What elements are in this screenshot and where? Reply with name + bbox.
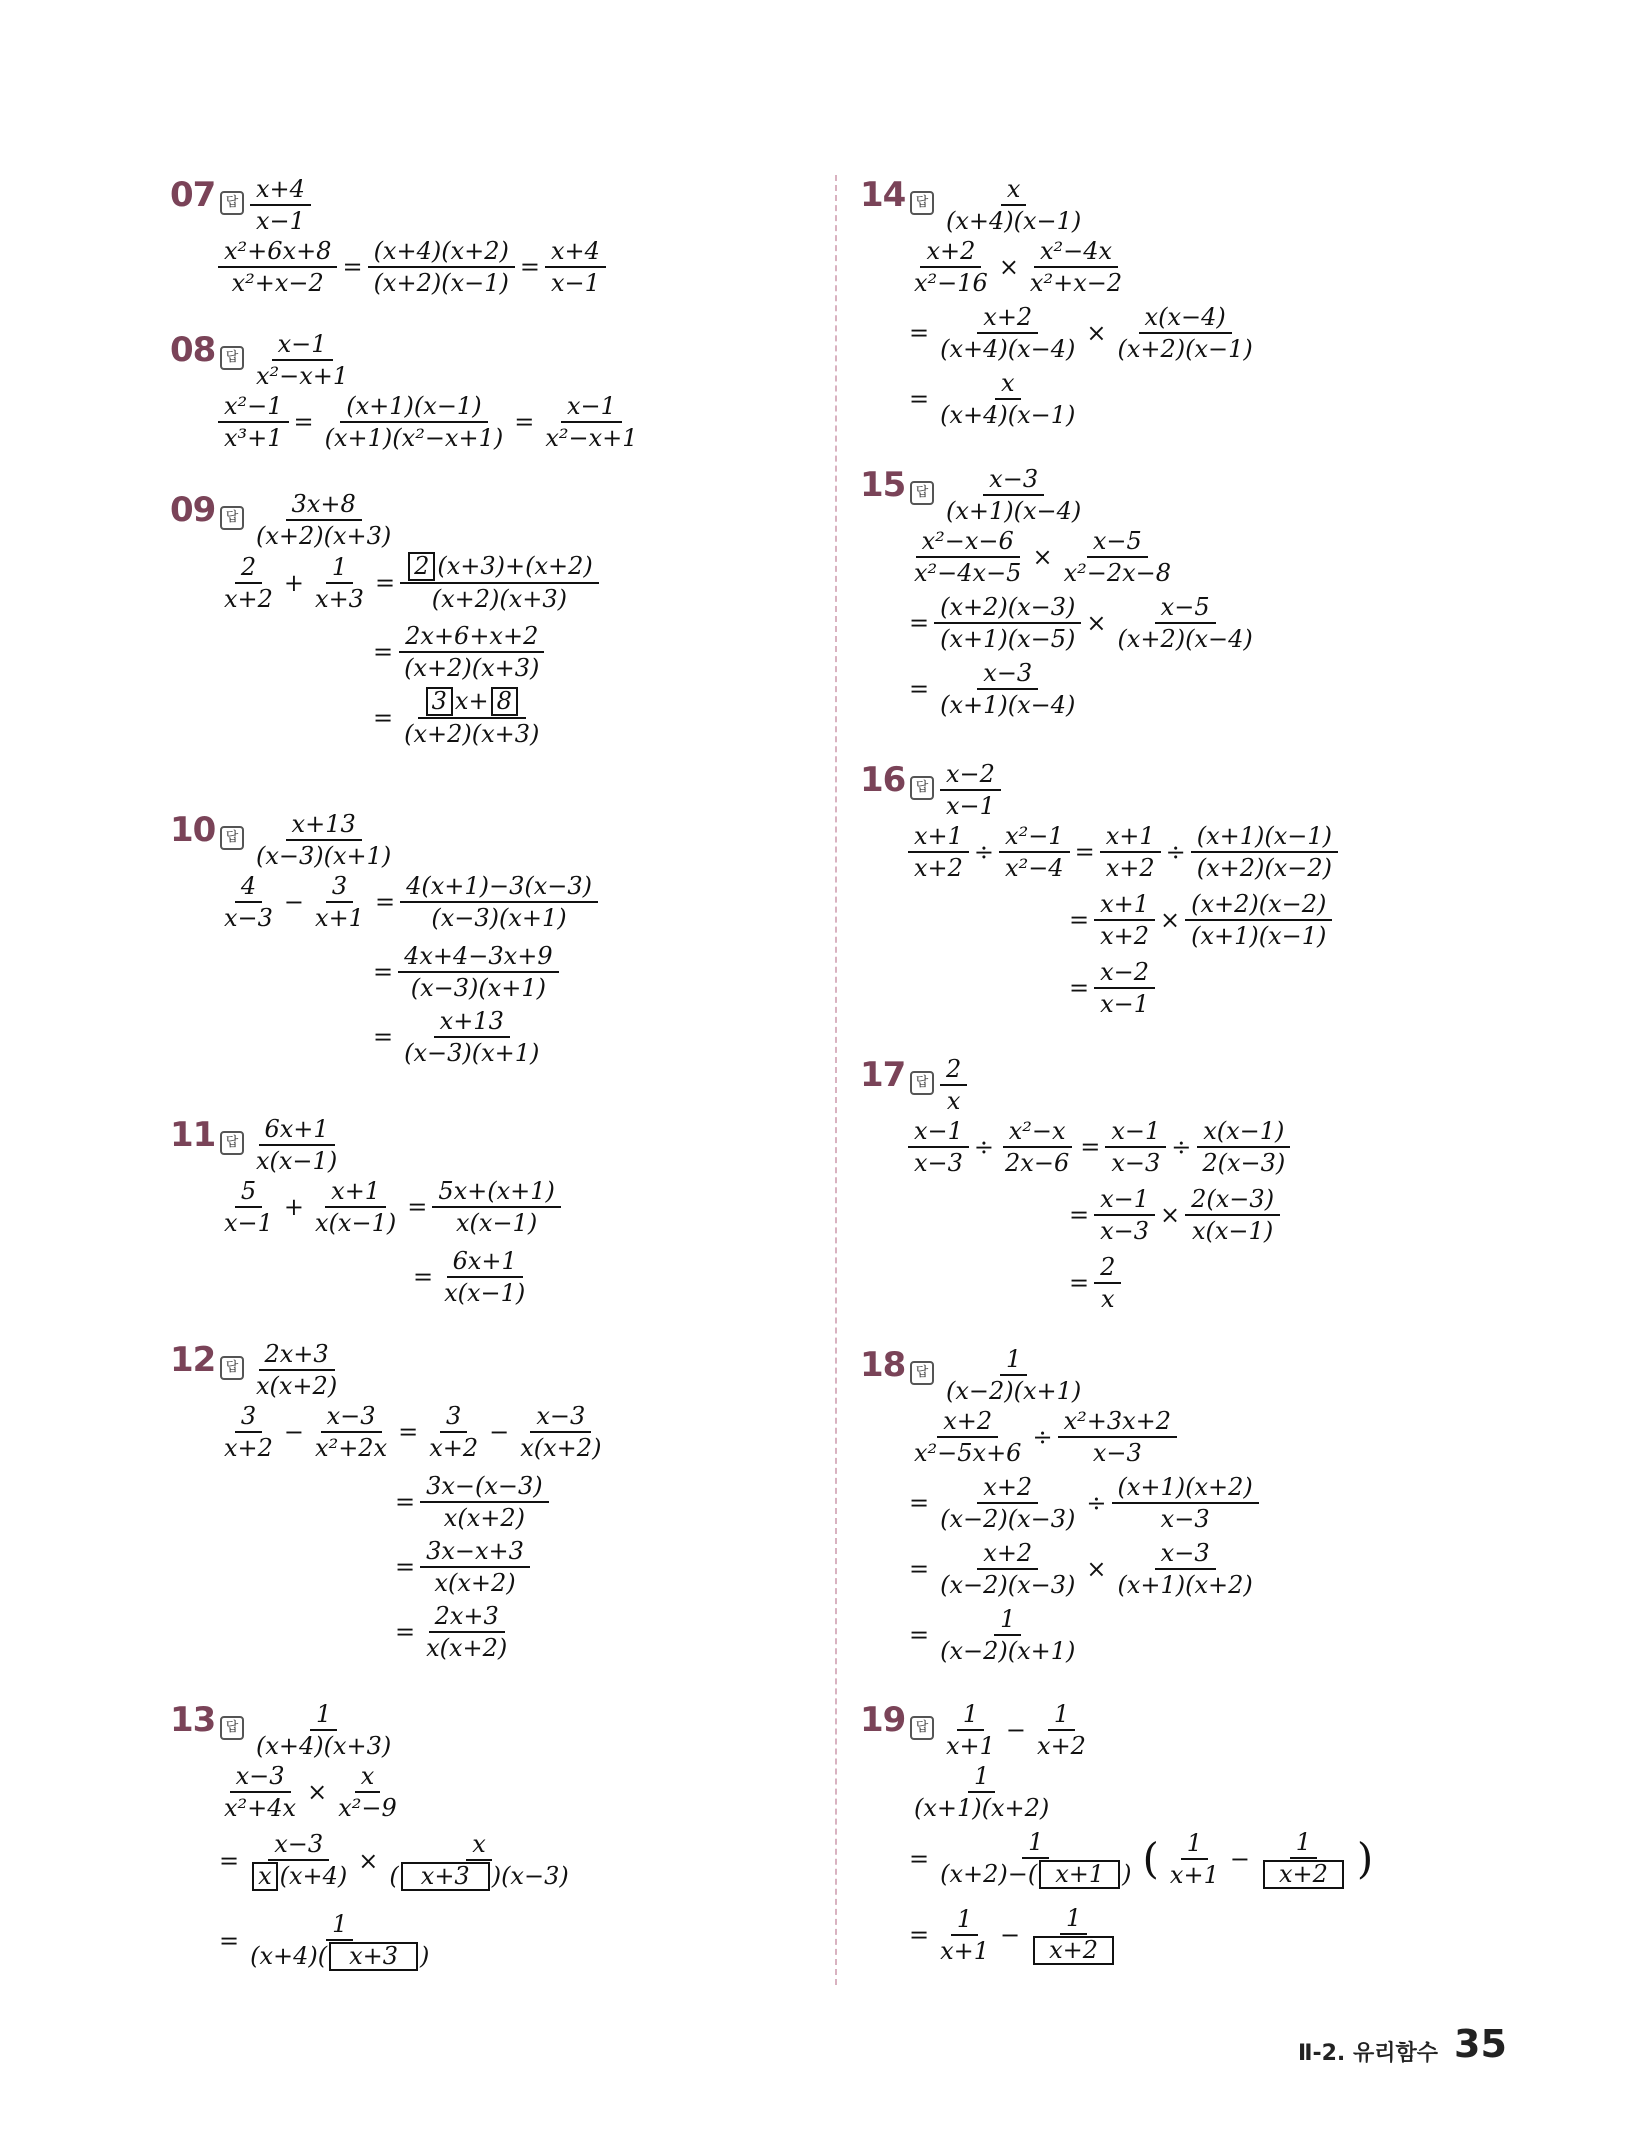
solution-line: $\frac{\text{x²−x−6}}{\text{x²−4x−5}}$ × $\frac{x-5}{\text{x²−2x−8}}$ xyxy=(914,527,1172,587)
problem-number: 15 xyxy=(860,465,906,505)
problem-number: 10 xyxy=(170,810,216,850)
answer-icon: 답 xyxy=(910,1361,934,1385)
solution-line: = $\frac{x-1}{x-3}$ × $\frac{2(x-3)}{x(x-1)}$ xyxy=(1066,1185,1282,1245)
column-divider xyxy=(835,175,837,1985)
solution-line: $\frac{2}{x+2}$ + $\frac{1}{x+3}$ = $\frac{2 (x+3)+(x+2)}{(x+2)(x+3)}$ xyxy=(216,552,601,613)
answer-icon: 답 xyxy=(220,1131,244,1155)
solution-line: = $\frac{x+2}{(x+4)(x-4)}$ × $\frac{x(x-4)}{(x+2)(x-1)}$ xyxy=(909,303,1253,363)
answer-icon: 답 xyxy=(220,826,244,850)
solution-line: $\frac{x-1}{x-3}$ ÷ $\frac{\text{x²−x}}{2x-6}$ = $\frac{x-1}{x-3}$ ÷ $\frac{x(x-1)}{2(x-3)}$ xyxy=(906,1117,1293,1177)
solution-line: = $\frac{2x+6+x+2}{(x+2)(x+3)}$ xyxy=(370,622,547,682)
section-label: Ⅱ-2. 유리함수 xyxy=(1298,2041,1438,2066)
page-number: 35 xyxy=(1454,2022,1507,2066)
answer: $\frac{6x+1}{x(x-1)}$ xyxy=(256,1115,338,1175)
problem-number: 11 xyxy=(170,1115,216,1155)
solution-line: = $\frac{x-3}{x (x+4)}$ × $\frac{x}{( x+3 )(x-3)}$ xyxy=(219,1830,569,1890)
problem-number: 19 xyxy=(860,1700,906,1740)
answer: $\frac{1}{x+1}$ − $\frac{1}{x+2}$ xyxy=(946,1700,1086,1760)
answer: $\frac{1}{(x+4)(x+3)}$ xyxy=(256,1700,392,1760)
answer-icon: 답 xyxy=(220,191,244,215)
blank-box: 8 xyxy=(491,687,518,716)
answer-icon: 답 xyxy=(910,1716,934,1740)
answer: $\frac{2}{x}$ xyxy=(938,1055,969,1115)
solution-line: = $\frac{x+13}{(x-3)(x+1)}$ xyxy=(373,1007,540,1067)
solution-line: = $\frac{x+2}{(x-2)(x-3)}$ ÷ $\frac{(x+1)(x+2)}{x-3}$ xyxy=(906,1473,1261,1533)
answer: $\frac{x-2}{x-1}$ xyxy=(938,760,1003,820)
solution-line: $\frac{4}{x-3}$ − $\frac{3}{x+1}$ = $\frac{4(x+1)-3(x-3)}{(x-3)(x+1)}$ xyxy=(216,872,600,932)
answer: $\frac{x}{(x+4)(x-1)}$ xyxy=(946,175,1082,235)
solution-line: = $\frac{2}{x}$ xyxy=(1066,1253,1123,1313)
answer-icon: 답 xyxy=(220,506,244,530)
solution-line: = $\frac{3 x+ 8}{(x+2)(x+3)}$ xyxy=(373,687,540,749)
solution-line: = $\frac{1}{(x+2)-( x+1 )}$ ( $\frac{1}{x+1}$ − $\frac{1}{x+2}$ ) xyxy=(909,1828,1374,1889)
solution-line: $\frac{\text{x²+6x+8}}{\text{x²+x−2}}$ = $\frac{(x+4)(x+2)}{(x+2)(x-1)}$ = $\frac{x+4}{x-1}$ xyxy=(216,237,608,297)
answer-icon: 답 xyxy=(220,346,244,370)
solution-line: $\frac{1}{(x+1)(x+2)}$ xyxy=(914,1762,1050,1822)
solution-line: = $\frac{x+2}{(x-2)(x-3)}$ × $\frac{x-3}{(x+1)(x+2)}$ xyxy=(909,1539,1253,1599)
blank-box: x+2 xyxy=(1033,1936,1114,1965)
solution-line: = $\frac{6x+1}{x(x-1)}$ xyxy=(413,1247,526,1307)
answer-icon: 답 xyxy=(910,776,934,800)
solution-line: $\frac{x-3}{\text{x²+4x}}$ × $\frac{x}{\text{x²−9}}$ xyxy=(224,1762,397,1822)
problem-number: 16 xyxy=(860,760,906,800)
blank-box: x+1 xyxy=(1039,1860,1120,1889)
solution-line: $\frac{x+1}{x+2}$ ÷ $\frac{\text{x²−1}}{\text{x²−4}}$ = $\frac{x+1}{x+2}$ ÷ $\frac{(x+1)(x-1)}{(x+2)(x-2)}$ xyxy=(906,822,1340,882)
solution-line: = $\frac{1}{(x+4)( x+3 )}$ xyxy=(219,1910,430,1970)
problem-number: 09 xyxy=(170,490,216,530)
solution-line: = $\frac{3x-x+3}{x(x+2)}$ xyxy=(392,1537,532,1597)
answer: $\frac{x+4}{x-1}$ xyxy=(248,175,313,235)
solution-line: = $\frac{1}{(x-2)(x+1)}$ xyxy=(909,1605,1076,1665)
problem-number: 17 xyxy=(860,1055,906,1095)
problem-number: 12 xyxy=(170,1340,216,1380)
solution-line: = $\frac{x-3}{(x+1)(x-4)}$ xyxy=(909,659,1076,719)
solution-line: $\frac{\text{x²−1}}{\text{x³+1}}$ = $\frac{(x+1)(x-1)}{\text{(x+1)(x²−x+1)}}$ = $\frac{x-1}{\text{x²−x+1}}$ xyxy=(216,392,646,452)
answer-icon: 답 xyxy=(910,481,934,505)
answer: $\frac{3x+8}{(x+2)(x+3)}$ xyxy=(256,490,392,550)
solution-line: = $\frac{1}{x+1}$ − $\frac{1}{x+2}$ xyxy=(906,1904,1124,1965)
blank-box: x+2 xyxy=(1263,1860,1344,1889)
answer: $\frac{x-1}{\text{x²−x+1}}$ xyxy=(256,330,349,390)
blank-box: x xyxy=(252,1862,278,1891)
blank-box: x+3 xyxy=(401,1862,490,1891)
answer-icon: 답 xyxy=(910,191,934,215)
solution-line: = $\frac{x}{(x+4)(x-1)}$ xyxy=(909,369,1076,429)
answer-icon: 답 xyxy=(220,1716,244,1740)
answer-icon: 답 xyxy=(220,1356,244,1380)
answer: $\frac{x+13}{(x-3)(x+1)}$ xyxy=(256,810,392,870)
answer: $\frac{x-3}{(x+1)(x-4)}$ xyxy=(946,465,1082,525)
problem-number: 08 xyxy=(170,330,216,370)
solution-line: = $\frac{x-2}{x-1}$ xyxy=(1066,958,1157,1018)
blank-box: 2 xyxy=(408,552,435,581)
problem-number: 18 xyxy=(860,1345,906,1385)
solution-line: = $\frac{x+1}{x+2}$ × $\frac{(x+2)(x-2)}{(x+1)(x-1)}$ xyxy=(1066,890,1334,950)
solution-line: = $\frac{3x-(x-3)}{x(x+2)}$ xyxy=(392,1472,551,1532)
solution-line: $\frac{x+2}{\text{x²−16}}$ × $\frac{\text{x²−4x}}{\text{x²+x−2}}$ xyxy=(914,237,1123,297)
problem-number: 13 xyxy=(170,1700,216,1740)
problem-number: 07 xyxy=(170,175,216,215)
answer-icon: 답 xyxy=(910,1071,934,1095)
solution-line: = $\frac{2x+3}{x(x+2)}$ xyxy=(395,1602,508,1662)
blank-box: 3 xyxy=(426,687,453,716)
blank-box: x+3 xyxy=(329,1942,418,1971)
problem-number: 14 xyxy=(860,175,906,215)
solution-line: = $\frac{(x+2)(x-3)}{(x+1)(x-5)}$ × $\frac{x-5}{(x+2)(x-4)}$ xyxy=(909,593,1253,653)
solution-line: $\frac{x+2}{\text{x²−5x+6}}$ ÷ $\frac{\text{x²+3x+2}}{x-3}$ xyxy=(906,1407,1179,1467)
solution-line: $\frac{5}{x-1}$ + $\frac{x+1}{x(x-1)}$ = $\frac{5x+(x+1)}{x(x-1)}$ xyxy=(216,1177,563,1237)
answer: $\frac{2x+3}{x(x+2)}$ xyxy=(256,1340,338,1400)
answer: $\frac{1}{(x-2)(x+1)}$ xyxy=(946,1345,1082,1405)
solution-line: = $\frac{4x+4-3x+9}{(x-3)(x+1)}$ xyxy=(370,942,561,1002)
solution-line: $\frac{3}{x+2}$ − $\frac{x-3}{\text{x²+2x}}$ = $\frac{3}{x+2}$ − $\frac{x-3}{x(x+2)}$ xyxy=(224,1402,602,1462)
